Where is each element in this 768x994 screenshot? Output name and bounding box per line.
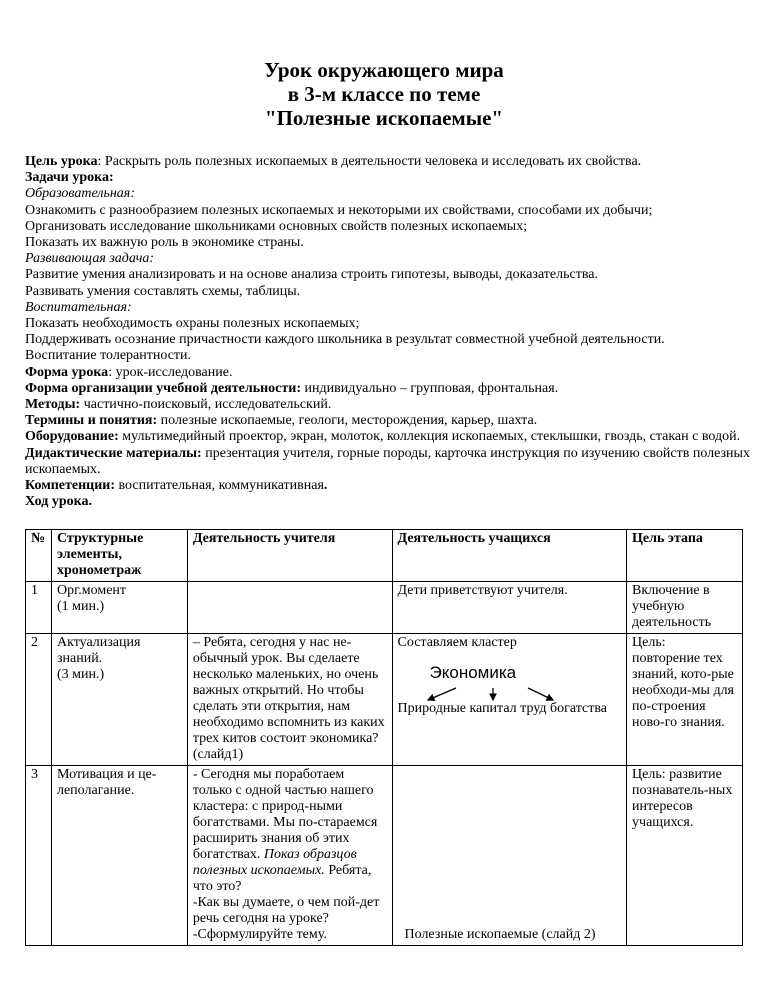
teacher-text: -Сформулируйте тему. [192, 927, 327, 942]
cluster-caption: Составляем кластер [397, 635, 517, 650]
upbr-item: Поддерживать осознание причастности каждого школьника в результат совместной учебной деятельности. [25, 332, 665, 348]
header-teacher: Деятельность учителя [187, 530, 392, 582]
didact-line [25, 446, 755, 478]
form-text: : урок-исследование. [108, 364, 233, 380]
edu-item: Организовать исследование школьниками основных свойств полезных ископаемых; [25, 218, 528, 234]
header-goal: Цель этапа [627, 530, 743, 582]
tasks-label: Задачи урока: [25, 170, 114, 186]
comp-dot: . [323, 478, 328, 494]
row-teacher [187, 582, 392, 634]
dev-label: Развивающая задача: [25, 251, 155, 267]
row-num: 1 [26, 582, 52, 634]
upbr-label: Воспитательная: [25, 299, 132, 315]
methods-text: частично-поисковый, исследовательский. [80, 397, 332, 413]
title-line: Урок окружающего мира [264, 58, 504, 82]
goal-text: : Раскрыть роль полезных ископаемых в деятельности человека и исследовать их свойства. [97, 154, 642, 169]
cluster-diagram [398, 653, 622, 739]
row-goal: Включение в учебную деятельность [627, 582, 743, 634]
upbr-item: Воспитание толерантности. [25, 348, 192, 364]
row-goal: Цель: повторение тех знаний, кото-рые необходи-мы для по-строения ново-го знания. [627, 634, 743, 766]
goal-label: Цель урока [25, 154, 98, 169]
lesson-description [25, 154, 755, 510]
didact-text: презентация учителя, горные породы, карточка инструкция по изучению свойств полезных ископаемых. [25, 445, 750, 477]
edu-label: Образовательная: [25, 186, 135, 202]
terms-text: полезные ископаемые, геологи, месторождения, карьер, шахта. [157, 413, 538, 429]
org-text: индивидуально – групповая, фронтальная. [301, 380, 559, 396]
table-header-row [26, 530, 743, 582]
equip-line [25, 429, 755, 445]
comp-text: воспитательная, коммуникативная [115, 478, 324, 494]
header-students: Деятельность учащихся [392, 530, 627, 582]
title-line: "Полезные ископаемые" [264, 106, 504, 130]
form-label: Форма урока [25, 364, 109, 380]
row-num: 2 [26, 634, 52, 766]
row-element: Мотивация и це-леполагание. [51, 766, 187, 946]
row-teacher [187, 766, 392, 946]
arrow-right [528, 688, 553, 700]
methods-line [25, 397, 755, 413]
cluster-root-label: Экономика [429, 663, 517, 682]
teacher-text: Ребята, что это? [192, 863, 372, 894]
page-title [0, 58, 768, 130]
didact-label: Дидактические материалы: [25, 445, 202, 461]
row-students: Полезные ископаемые (слайд 2) [392, 766, 627, 946]
row-num: 3 [26, 766, 52, 946]
table-row [26, 634, 743, 766]
row-element: Актуализация знаний. (3 мин.) [51, 634, 187, 766]
equip-label: Оборудование: [25, 429, 119, 445]
methods-label: Методы: [25, 397, 81, 413]
goal-line [25, 154, 755, 170]
header-element: Структурные элементы, хронометраж [51, 530, 187, 582]
row-element: Орг.момент (1 мин.) [51, 582, 187, 634]
form-line [25, 365, 755, 381]
row-goal: Цель: развитие познаватель-ных интересов учащихся. [627, 766, 743, 946]
comp-label: Компетенции: [25, 478, 116, 494]
edu-item: Ознакомить с разнообразием полезных ископаемых и некоторыми их свойствами, способами их добычи; [25, 202, 653, 218]
teacher-italic-text: Показ образцов полезных ископаемых. [192, 847, 357, 878]
arrow-left [428, 688, 456, 700]
title-line: в 3-м классе по теме [287, 82, 481, 106]
dev-item: Развитие умения анализировать и на основе анализа строить гипотезы, выводы, доказательства. [25, 267, 598, 283]
row-students [392, 634, 627, 766]
equip-text: мультимедийный проектор, экран, молоток, коллекция ископаемых, стеклышки, гвоздь, стакан с водой. [118, 429, 741, 445]
table-row [26, 766, 743, 946]
cluster-leaves: Природные капитал труд богатства [397, 701, 607, 716]
org-line [25, 381, 755, 397]
teacher-text: - Сегодня мы поработаем только с одной частью нашего кластера: с природ-ными богатствами. Мы по-стараемся расширить знания об этих богатствах. [192, 767, 378, 862]
terms-label: Термины и понятия: [25, 413, 158, 429]
edu-item: Показать их важную роль в экономике страны. [25, 235, 304, 251]
row-students: Дети приветствуют учителя. [392, 582, 627, 634]
header-num: № [26, 530, 52, 582]
dev-item: Развивать умения составлять схемы, таблицы. [25, 283, 301, 299]
course-label: Ход урока. [25, 494, 92, 510]
upbr-item: Показать необходимость охраны полезных ископаемых; [25, 316, 360, 332]
lesson-table [25, 529, 743, 946]
teacher-text: -Как вы думаете, о чем пой-дет речь сегодня на уроке? [192, 895, 380, 926]
org-label: Форма организации учебной деятельности: [25, 380, 301, 396]
terms-line [25, 413, 755, 429]
comp-line [25, 478, 755, 494]
row-teacher: – Ребята, сегодня у нас не-обычный урок. Вы сделаете несколько маленьких, но очень важных открытий. Но чтобы сделать эти открытия, нам необходимо вспомнить из каких трех китов состоит экономика? (слайд1) [187, 634, 392, 766]
table-row [26, 582, 743, 634]
